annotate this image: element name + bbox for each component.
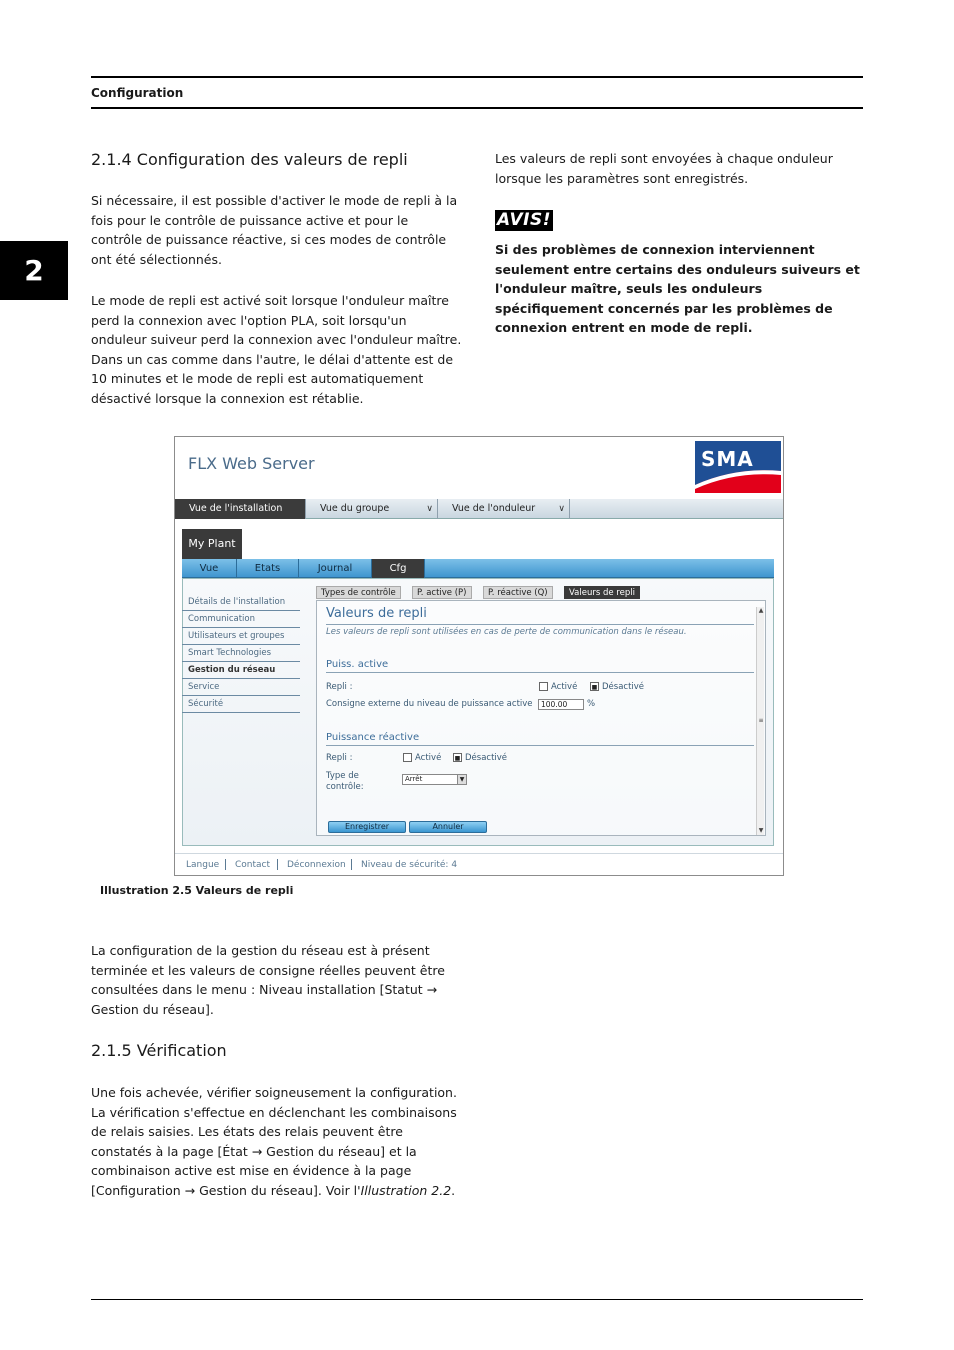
tab-group-view[interactable] <box>306 499 438 519</box>
tab-fallback-values[interactable]: Valeurs de repli <box>564 586 640 599</box>
section-heading-215: 2.1.5 Vérification <box>91 1041 227 1060</box>
control-type-label-1: Type de <box>326 771 359 781</box>
tab-control-types[interactable]: Types de contrôle <box>316 586 401 599</box>
logo-text: SMA <box>701 447 754 471</box>
scroll-grip-icon[interactable]: ≡ <box>758 717 764 724</box>
active-repli-label: Repli : <box>326 682 353 692</box>
screen-footer <box>175 853 783 876</box>
setpoint-label: Consigne externe du niveau de puissance active <box>326 699 533 709</box>
control-type-value: Arrêt <box>405 775 423 783</box>
panel-title: Valeurs de repli <box>326 606 427 621</box>
active-repli-on-checkbox[interactable] <box>539 682 548 691</box>
active-repli-off-checkbox[interactable] <box>590 682 599 691</box>
app-title: FLX Web Server <box>188 454 315 473</box>
language-link[interactable]: Langue <box>186 860 220 870</box>
tab-label: Vue de l'onduleur <box>452 503 536 514</box>
contact-link[interactable]: Contact <box>235 860 271 870</box>
sidebar-item-communication[interactable]: Communication <box>182 611 300 628</box>
verification-text: Une fois achevée, vérifier soigneusement la configuration. La vérification s'effectue en déclenchant les combinaisons de relais saisies. Les états des relais peuvent être constatés à la page [État → Gestion du réseau] et la combinaison active est mise en évidence à la page [Configuration → Gestion du réseau]. Voir l' <box>91 1085 457 1198</box>
sub-nav <box>182 559 774 578</box>
sidebar-item-grid-management[interactable]: Gestion du réseau <box>182 662 300 679</box>
divider <box>326 624 754 625</box>
top-rule <box>91 76 863 78</box>
sma-logo <box>695 441 781 493</box>
reactive-repli-on-label: Activé <box>415 753 442 763</box>
verification-paragraph <box>91 1083 463 1201</box>
panel-description: Les valeurs de repli sont utilisées en cas de perte de communication dans le réseau. <box>326 627 687 637</box>
right-paragraph: Les valeurs de repli sont envoyées à chaque onduleur lorsque les paramètres sont enregistrés. <box>495 151 833 186</box>
figure-caption: Illustration 2.5 Valeurs de repli <box>100 884 294 897</box>
chapter-tab: 2 <box>0 241 68 300</box>
chevron-down-icon: ∨ <box>426 504 433 514</box>
tab-journal[interactable]: Journal <box>299 559 372 578</box>
main-nav <box>175 499 783 519</box>
figure-reference-link[interactable]: Illustration 2.2 <box>360 1182 452 1198</box>
save-button[interactable]: Enregistrer <box>328 821 406 833</box>
panel-scrollbar[interactable] <box>756 607 764 835</box>
web-server-screenshot <box>174 436 784 876</box>
tab-active-power[interactable]: P. active (P) <box>412 586 472 599</box>
paragraph-2: Le mode de repli est activé soit lorsque l'onduleur maître perd la connexion avec l'option PLA, soit lorsqu'un onduleur suiveur perd la connexion avec l'onduleur maître. Dans un cas comme dans l'autre, le délai d'attente est de 10 minutes et le mode de repli est automatiquement désactivé lorsque la connexion est rétablie. <box>91 293 462 406</box>
reactive-repli-off-checkbox[interactable] <box>453 753 462 762</box>
logout-link[interactable]: Déconnexion <box>287 860 346 870</box>
sidebar-item-plant-details[interactable]: Détails de l'installation <box>182 594 300 611</box>
notice-text: Si des problèmes de connexion interviennent seulement entre certains des onduleurs suiveurs et l'onduleur maître, seuls les onduleurs spécifiquement concernés par les problèmes de connexion entrent en mode de repli. <box>495 242 860 336</box>
tab-vue[interactable]: Vue <box>182 559 237 578</box>
active-repli-off-label: Désactivé <box>602 682 645 692</box>
tab-etats[interactable]: Etats <box>237 559 299 578</box>
reactive-repli-off-label: Désactivé <box>465 753 508 763</box>
section-heading-214: 2.1.4 Configuration des valeurs de repli <box>91 150 408 169</box>
fallback-panel <box>316 600 766 836</box>
divider <box>326 672 754 673</box>
sidebar-item-users-groups[interactable]: Utilisateurs et groupes <box>182 628 300 645</box>
reactive-power-section-title: Puissance réactive <box>326 732 420 743</box>
verification-end: . <box>451 1182 456 1198</box>
control-type-select[interactable] <box>402 774 467 785</box>
reactive-repli-on-checkbox[interactable] <box>403 753 412 762</box>
divider <box>351 859 352 870</box>
chevron-down-icon: ∨ <box>558 504 565 514</box>
notice-label: AVIS! <box>497 210 551 230</box>
reactive-repli-label: Repli : <box>326 753 353 763</box>
tab-installation-view[interactable] <box>175 499 306 519</box>
active-repli-on-label: Activé <box>551 682 578 692</box>
setpoint-input[interactable]: 100.00 <box>538 699 584 710</box>
sidebar-item-smart-technologies[interactable]: Smart Technologies <box>182 645 300 662</box>
divider <box>277 859 278 870</box>
cancel-button[interactable]: Annuler <box>409 821 487 833</box>
tab-my-plant[interactable]: My Plant <box>182 529 242 559</box>
setpoint-unit: % <box>587 699 596 709</box>
security-level: Niveau de sécurité: 4 <box>361 860 458 870</box>
bottom-rule <box>91 1299 863 1300</box>
scroll-up-icon[interactable]: ▲ <box>758 607 764 614</box>
divider <box>326 745 754 746</box>
sidebar <box>182 594 300 713</box>
tab-reactive-power[interactable]: P. réactive (Q) <box>483 586 553 599</box>
after-figure-paragraph: La configuration de la gestion du réseau est à présent terminée et les valeurs de consigne réelles peuvent être consultées dans le menu : Niveau installation [Statut → Gestion du réseau]. <box>91 943 445 1017</box>
sidebar-item-security[interactable]: Sécurité <box>182 696 300 713</box>
tab-label: Vue du groupe <box>320 503 390 514</box>
header-rule <box>91 107 863 109</box>
scroll-down-icon[interactable]: ▼ <box>758 827 764 834</box>
tab-cfg[interactable]: Cfg <box>372 559 425 578</box>
sidebar-item-service[interactable]: Service <box>182 679 300 696</box>
tab-inverter-view[interactable] <box>438 499 570 519</box>
tab-label: Vue de l'installation <box>189 503 283 514</box>
chevron-down-icon: ▼ <box>457 775 466 784</box>
paragraph-1: Si nécessaire, il est possible d'activer le mode de repli à la fois pour le contrôle de puissance active et pour le contrôle de puissance réactive, si ces modes de contrôle ont été sélectionnés. <box>91 193 458 267</box>
control-type-label-2: contrôle: <box>326 782 364 792</box>
divider <box>225 859 226 870</box>
running-title: Configuration <box>91 86 184 100</box>
active-power-section-title: Puiss. active <box>326 659 389 670</box>
